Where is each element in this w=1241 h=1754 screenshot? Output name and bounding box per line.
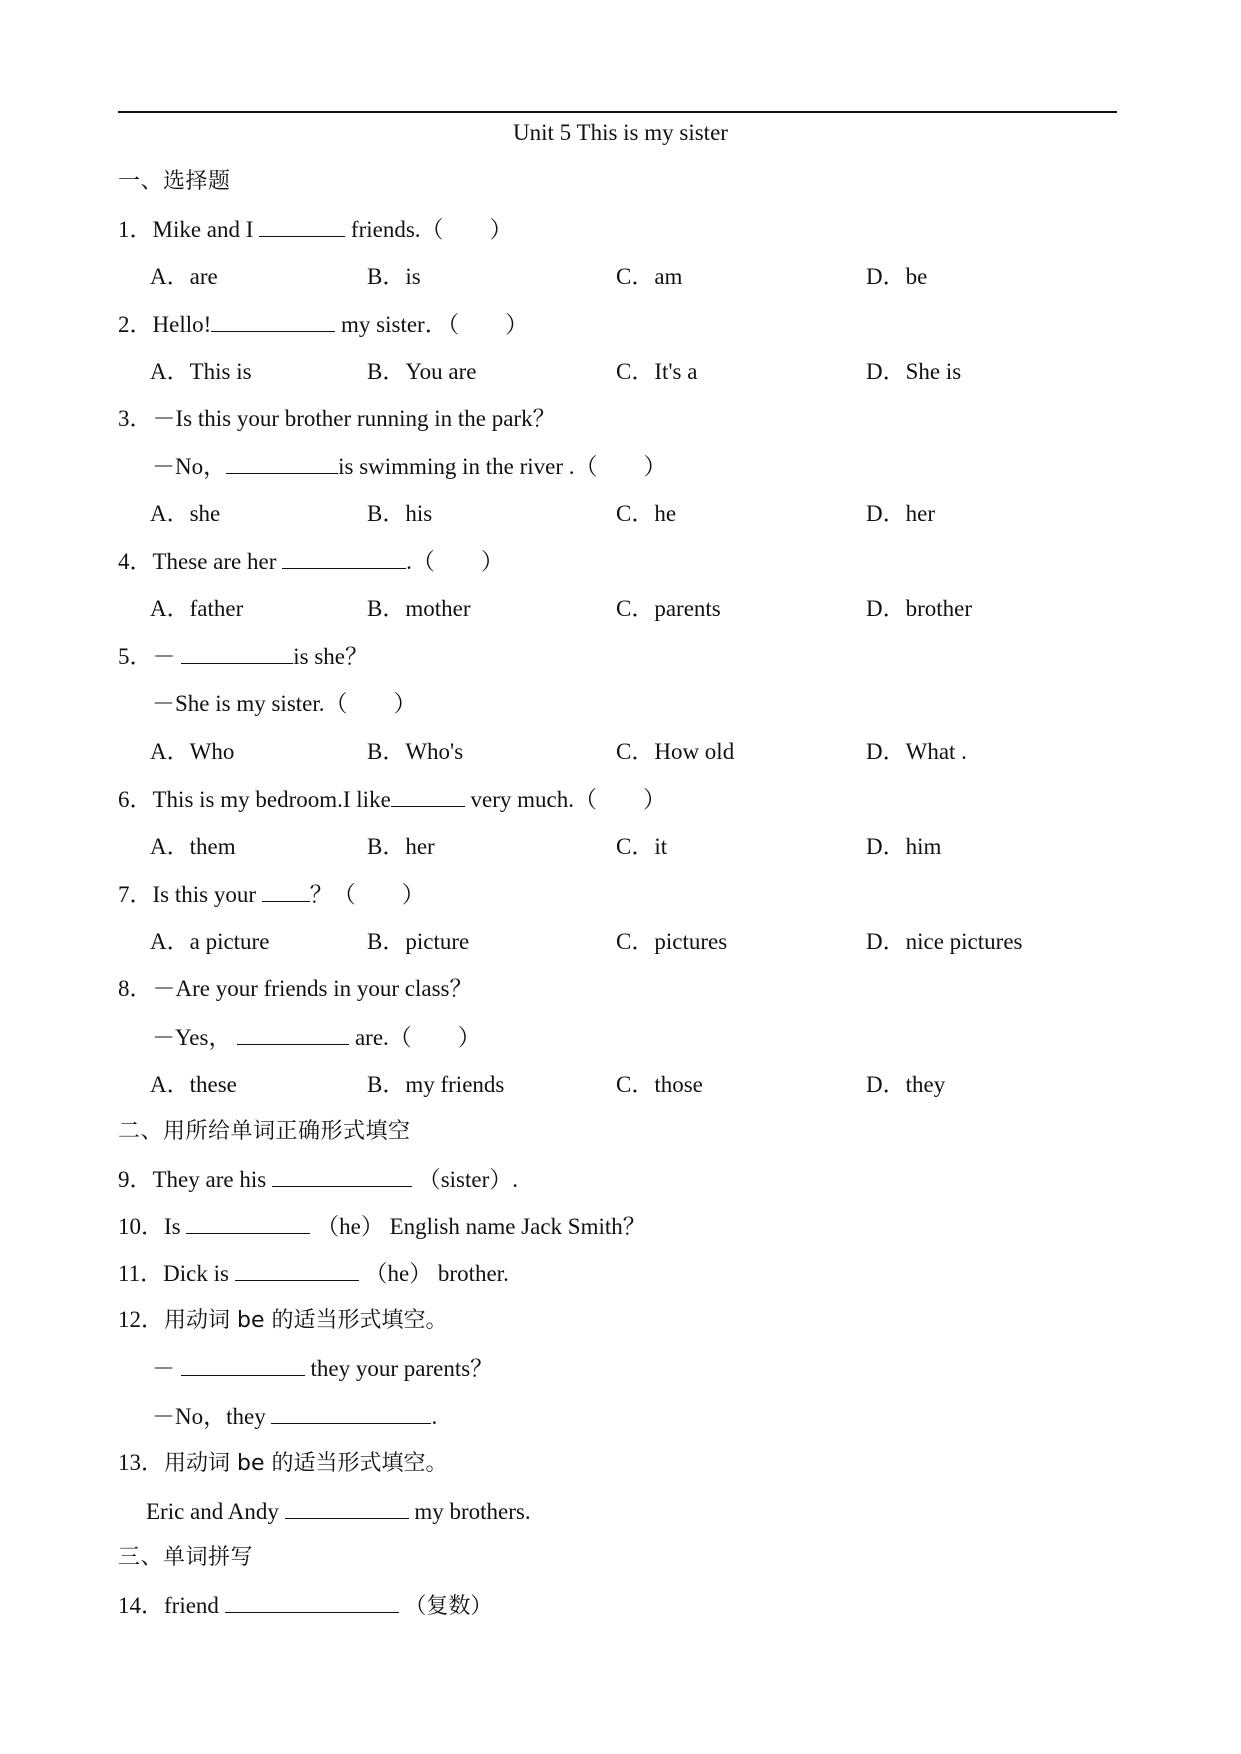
question-text: friends.（ ） <box>350 217 513 242</box>
question-text: ？（ ） <box>309 882 425 907</box>
question-4 <box>118 546 504 577</box>
option-c[interactable]: C．pictures <box>616 929 728 954</box>
question-2 <box>118 309 528 340</box>
option-c[interactable]: C．those <box>616 1072 703 1097</box>
option-b[interactable]: B．her <box>367 834 435 859</box>
question-number: 13． <box>118 1450 164 1475</box>
question-text: Is <box>164 1214 181 1239</box>
question-text: Is this your <box>152 882 256 907</box>
option-b[interactable]: B．my friends <box>367 1072 505 1097</box>
question-text: （复数） <box>404 1594 493 1619</box>
option-d[interactable]: D．She is <box>866 359 962 384</box>
question-9 <box>118 1164 518 1195</box>
option-a[interactable]: A．are <box>150 264 218 289</box>
option-a[interactable]: A．she <box>150 501 221 526</box>
question-12 <box>118 1305 448 1336</box>
answer-blank[interactable] <box>262 879 310 902</box>
option-a[interactable]: A．This is <box>150 359 252 384</box>
question-text: Mike and I <box>152 217 254 242</box>
question-number: 2． <box>118 312 153 337</box>
question-1 <box>118 214 513 245</box>
question-text: .（ ） <box>406 549 504 574</box>
header-rule <box>118 111 1117 113</box>
question-text: This is my bedroom.I like <box>152 787 391 812</box>
option-d[interactable]: D．be <box>866 264 928 289</box>
question-3 <box>118 404 556 434</box>
option-a[interactable]: A．a picture <box>150 929 270 954</box>
option-d[interactable]: D．nice pictures <box>866 929 1023 954</box>
question-text: （sister）. <box>417 1167 518 1192</box>
question-text: my sister．（ ） <box>341 312 529 337</box>
option-a[interactable]: A．Who <box>150 739 235 764</box>
question-number: 3． <box>118 406 153 431</box>
option-b[interactable]: B．mother <box>367 596 471 621</box>
question-5-reply: －She is my sister.（ ） <box>152 691 417 716</box>
option-c[interactable]: C．How old <box>616 739 735 764</box>
answer-blank[interactable] <box>391 784 465 807</box>
question-text: －Are your friends in your class？ <box>152 976 473 1001</box>
question-number: 1． <box>118 217 153 242</box>
question-8-reply <box>152 1022 481 1053</box>
question-number: 4． <box>118 549 153 574</box>
question-text: friend <box>164 1593 219 1618</box>
question-3-reply <box>152 451 667 482</box>
option-b[interactable]: B．picture <box>367 929 470 954</box>
question-13 <box>118 1448 448 1479</box>
question-text: － <box>152 644 176 669</box>
option-c[interactable]: C．parents <box>616 596 721 621</box>
answer-blank[interactable] <box>186 1211 310 1234</box>
question-12-line-3 <box>152 1401 437 1432</box>
answer-blank[interactable] <box>272 1164 412 1187</box>
answer-blank[interactable] <box>237 1022 349 1045</box>
option-d[interactable]: D．him <box>866 834 942 859</box>
question-text: － <box>152 1356 175 1381</box>
option-b[interactable]: B．Who's <box>367 739 464 764</box>
option-b[interactable]: B．You are <box>367 359 477 384</box>
question-number: 14． <box>118 1593 164 1618</box>
question-text: 用动词 be 的适当形式填空。 <box>164 1308 448 1333</box>
answer-blank[interactable] <box>226 451 338 474</box>
question-text: －No， <box>152 454 227 479</box>
question-14 <box>118 1590 492 1622</box>
option-b[interactable]: B．his <box>367 501 433 526</box>
question-10 <box>118 1211 646 1242</box>
option-c[interactable]: C．he <box>616 501 677 526</box>
answer-blank[interactable] <box>271 1401 431 1424</box>
question-number: 12． <box>118 1307 164 1332</box>
section-heading-spelling: 三、单词拼写 <box>118 1545 254 1570</box>
answer-blank[interactable] <box>235 1258 359 1281</box>
question-text: Dick is <box>163 1261 229 1286</box>
question-text: 用动词 be 的适当形式填空。 <box>164 1451 448 1476</box>
question-number: 10． <box>118 1214 164 1239</box>
question-7 <box>118 879 425 910</box>
question-text: is swimming in the river .（ ） <box>338 454 667 479</box>
option-d[interactable]: D．they <box>866 1072 946 1097</box>
answer-blank[interactable] <box>225 1590 399 1613</box>
question-text: －Is this your brother running in the park？ <box>152 406 556 431</box>
question-11 <box>118 1258 509 1289</box>
question-number: 8． <box>118 976 153 1001</box>
option-d[interactable]: D．her <box>866 501 935 526</box>
answer-blank[interactable] <box>285 1496 409 1519</box>
question-text: －No，they <box>152 1404 266 1429</box>
question-number: 6． <box>118 787 153 812</box>
question-13-line-2 <box>146 1496 531 1527</box>
option-b[interactable]: B．is <box>367 264 421 289</box>
answer-blank[interactable] <box>181 1353 305 1376</box>
page-title: Unit 5 This is my sister <box>513 120 728 145</box>
option-c[interactable]: C．am <box>616 264 683 289</box>
question-text: they your parents？ <box>310 1356 494 1381</box>
option-d[interactable]: D．What . <box>866 739 967 764</box>
question-text: （he） English name Jack Smith？ <box>316 1214 646 1239</box>
option-c[interactable]: C．It's a <box>616 359 698 384</box>
question-text: are.（ ） <box>354 1025 481 1050</box>
question-text: Eric and Andy <box>146 1499 279 1524</box>
section-heading-fill-in: 二、用所给单词正确形式填空 <box>118 1119 411 1144</box>
question-text: －Yes， <box>152 1025 232 1050</box>
question-text: They are his <box>152 1167 267 1192</box>
question-text: Hello! <box>152 312 212 337</box>
question-5 <box>118 641 368 672</box>
answer-blank[interactable] <box>211 309 335 332</box>
question-6 <box>118 784 666 815</box>
question-number: 9． <box>118 1167 153 1192</box>
question-text: These are her <box>152 549 277 574</box>
option-a[interactable]: A．father <box>150 596 244 621</box>
question-text: is she？ <box>293 644 368 669</box>
option-a[interactable]: A．them <box>150 834 236 859</box>
option-d[interactable]: D．brother <box>866 596 973 621</box>
question-text: very much.（ ） <box>470 787 666 812</box>
question-text: my brothers. <box>414 1499 531 1524</box>
question-number: 5． <box>118 644 153 669</box>
question-text: . <box>431 1404 438 1429</box>
section-heading-choice: 一、选择题 <box>118 169 231 194</box>
question-text: （he） brother. <box>364 1261 509 1286</box>
option-a[interactable]: A．these <box>150 1072 237 1097</box>
option-c[interactable]: C．it <box>616 834 668 859</box>
question-12-line-2 <box>152 1353 493 1384</box>
question-number: 7． <box>118 882 153 907</box>
answer-blank[interactable] <box>259 214 345 237</box>
answer-blank[interactable] <box>282 546 406 569</box>
question-8 <box>118 974 473 1004</box>
question-number: 11． <box>118 1261 164 1286</box>
answer-blank[interactable] <box>181 641 293 664</box>
